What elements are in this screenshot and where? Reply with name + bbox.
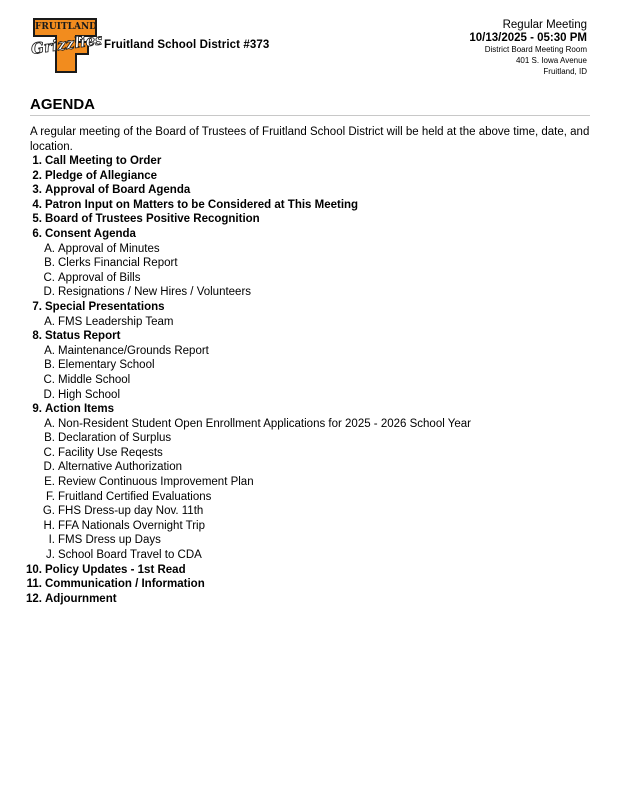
agenda-item-label: Policy Updates - 1st Read	[45, 563, 186, 576]
agenda-item	[20, 212, 600, 227]
agenda-subitem-letter: J.	[46, 549, 55, 562]
meeting-info	[469, 19, 587, 78]
agenda-item-number: 10.	[26, 563, 42, 576]
agenda-subitem-letter: C.	[43, 446, 55, 459]
agenda-item-label: Consent Agenda	[45, 227, 136, 240]
agenda-subitem-letter: D.	[43, 388, 55, 401]
agenda-subitem-label: Maintenance/Grounds Report	[58, 344, 209, 357]
agenda-intro: A regular meeting of the Board of Trustees of Fruitland School District will be held at the above time, date, and location.	[30, 126, 590, 153]
agenda-subitem-letter: C.	[43, 373, 55, 386]
agenda-subitem	[20, 373, 600, 388]
agenda-item-number: 1.	[32, 155, 42, 167]
agenda-subitem-label: Declaration of Surplus	[58, 432, 172, 445]
agenda-item-label: Action Items	[45, 403, 115, 416]
agenda-subitem	[20, 315, 600, 330]
agenda-subitem	[20, 533, 600, 548]
agenda-subitem-label: Non-Resident Student Open Enrollment Applications for 2025 - 2026 School Year	[58, 417, 471, 430]
agenda-subitem-letter: A.	[44, 315, 55, 328]
meeting-location: District Board Meeting Room	[484, 45, 587, 55]
agenda-title: AGENDA	[30, 96, 96, 113]
agenda-subitem-letter: C.	[43, 271, 55, 284]
agenda-item	[20, 563, 600, 578]
agenda-item	[20, 198, 600, 213]
agenda-item-number: 6.	[32, 227, 42, 240]
meeting-address-line1: 401 S. Iowa Avenue	[515, 56, 587, 66]
agenda-subitem	[20, 344, 600, 359]
agenda-item	[20, 227, 600, 242]
agenda-item	[20, 183, 600, 198]
agenda-item	[20, 300, 600, 315]
agenda-item-label: Board of Trustees Positive Recognition	[45, 213, 260, 226]
agenda-subitem	[20, 285, 600, 300]
agenda-item	[20, 592, 600, 607]
agenda-subitem	[20, 475, 600, 490]
agenda-item-number: 4.	[32, 198, 42, 211]
agenda-subitem-label: Facility Use Reqests	[58, 446, 163, 459]
agenda-item-label: Approval of Board Agenda	[45, 184, 191, 197]
meeting-type: Regular Meeting	[502, 19, 587, 31]
agenda-subitem-letter: A.	[44, 417, 55, 430]
agenda-subitem-letter: A.	[44, 242, 55, 255]
agenda-subitem-label: Review Continuous Improvement Plan	[58, 476, 254, 489]
agenda-subitem-label: Approval of Bills	[58, 271, 141, 284]
meeting-address-line2: Fruitland, ID	[543, 67, 587, 77]
title-divider	[30, 115, 590, 116]
agenda-subitem-letter: H.	[43, 519, 55, 532]
agenda-subitem-letter: D.	[43, 461, 55, 474]
agenda-subitem	[20, 358, 600, 373]
agenda-item-label: Special Presentations	[45, 300, 165, 313]
agenda-subitem	[20, 417, 600, 432]
agenda-subitem	[20, 460, 600, 475]
agenda-item-number: 11.	[26, 578, 42, 591]
agenda-subitem-label: Elementary School	[58, 359, 155, 372]
agenda-subitem-label: High School	[58, 388, 121, 401]
district-logo	[30, 14, 102, 76]
agenda-subitem-letter: B.	[44, 432, 55, 445]
agenda-subitem-label: FMS Leadership Team	[58, 315, 174, 328]
agenda-subitem-letter: I.	[48, 534, 55, 547]
agenda-item-label: Pledge of Allegiance	[45, 169, 158, 182]
agenda-subitem-letter: E.	[44, 476, 55, 489]
agenda-subitem-label: School Board Travel to CDA	[58, 549, 202, 562]
agenda-subitem	[20, 271, 600, 286]
agenda-item-number: 7.	[32, 300, 42, 313]
agenda-item	[20, 169, 600, 184]
agenda-list	[20, 154, 600, 606]
agenda-subitem-label: Clerks Financial Report	[58, 257, 178, 270]
agenda-item-number: 12.	[26, 592, 42, 605]
logo-script-text: Grizzlies	[30, 30, 102, 59]
agenda-item	[20, 154, 600, 169]
agenda-subitem-label: FHS Dress-up day Nov. 11th	[58, 505, 204, 518]
agenda-subitem-label: Middle School	[58, 373, 131, 386]
agenda-item	[20, 402, 600, 417]
agenda-item	[20, 329, 600, 344]
agenda-item-number: 2.	[32, 169, 42, 182]
agenda-item-label: Status Report	[45, 330, 121, 343]
agenda-item-label: Communication / Information	[45, 578, 205, 591]
agenda-subitem-label: Approval of Minutes	[58, 242, 160, 255]
agenda-item-number: 8.	[32, 330, 42, 343]
agenda-subitem	[20, 504, 600, 519]
agenda-item-label: Call Meeting to Order	[45, 155, 162, 167]
agenda-subitem-letter: B.	[44, 257, 55, 270]
agenda-subitem-letter: B.	[44, 359, 55, 372]
meeting-datetime: 10/13/2025 - 05:30 PM	[469, 32, 587, 45]
agenda-subitem-label: FMS Dress up Days	[58, 534, 161, 547]
agenda-subitem-label: Alternative Authorization	[58, 461, 183, 474]
agenda-subitem	[20, 388, 600, 403]
agenda-subitem	[20, 242, 600, 257]
logo-top-text: FRUITLAND	[35, 22, 97, 32]
agenda-subitem	[20, 431, 600, 446]
agenda-item-label: Adjournment	[45, 592, 117, 605]
agenda-item-number: 5.	[32, 213, 42, 226]
agenda-subitem	[20, 490, 600, 505]
agenda-subitem	[20, 519, 600, 534]
agenda-subitem-letter: F.	[46, 490, 55, 503]
agenda-item	[20, 577, 600, 592]
agenda-item-label: Patron Input on Matters to be Considered at This Meeting	[45, 198, 359, 211]
agenda-item-number: 3.	[32, 184, 42, 197]
agenda-subitem	[20, 548, 600, 563]
agenda-subitem	[20, 256, 600, 271]
agenda-subitem-label: FFA Nationals Overnight Trip	[58, 519, 206, 532]
agenda-subitem-letter: G.	[42, 505, 55, 518]
district-name: Fruitland School District #373	[104, 39, 270, 51]
agenda-subitem-letter: D.	[43, 286, 55, 299]
agenda-subitem-letter: A.	[44, 344, 55, 357]
agenda-item-number: 9.	[32, 403, 42, 416]
agenda-subitem	[20, 446, 600, 461]
agenda-subitem-label: Resignations / New Hires / Volunteers	[58, 286, 252, 299]
agenda-subitem-label: Fruitland Certified Evaluations	[58, 490, 212, 503]
